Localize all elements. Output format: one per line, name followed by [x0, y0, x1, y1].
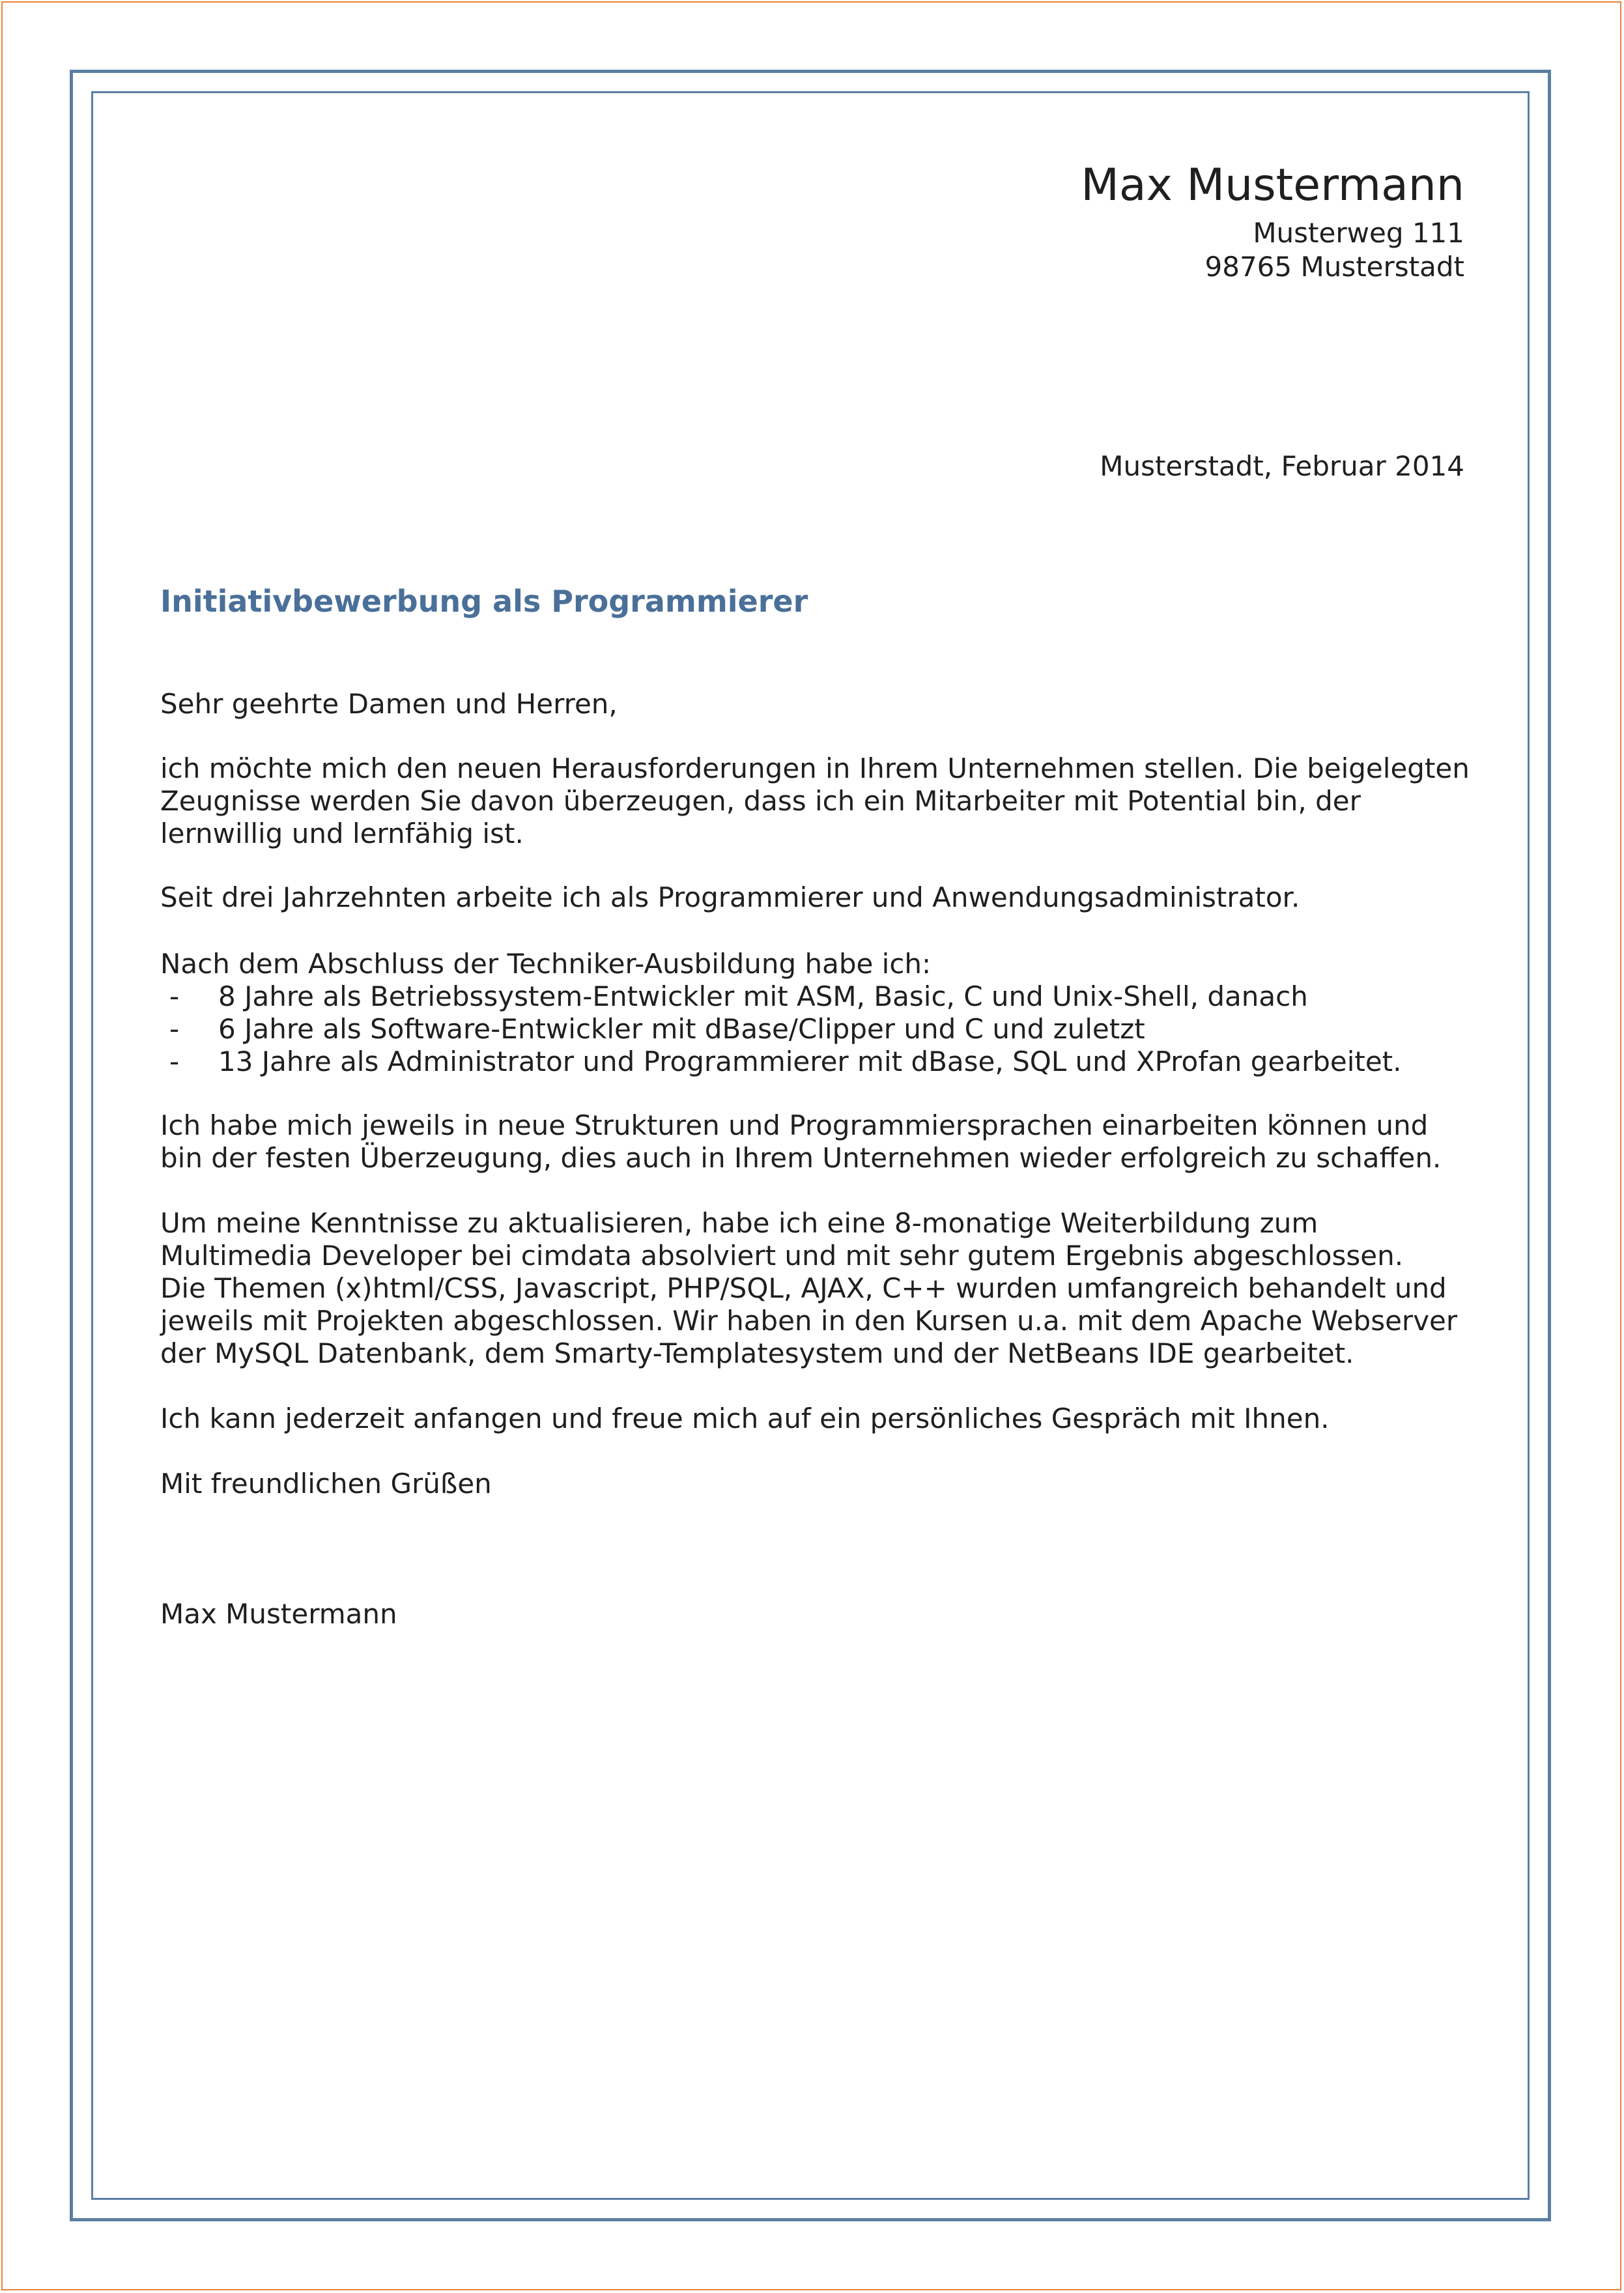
paragraph-availability: [160, 1403, 1476, 1435]
paragraph-line: Zeugnisse werden Sie davon überzeugen, dass ich ein Mitarbeiter mit Potential bin, der: [160, 785, 1361, 817]
paragraph-line: Seit drei Jahrzehnten arbeite ich als Programmierer und Anwendungsadministrator.: [160, 881, 1300, 913]
paragraph-training: [160, 1207, 1476, 1370]
paragraph-line: ich möchte mich den neuen Herausforderungen in Ihrem Unternehmen stellen. Die beigelegten: [160, 752, 1470, 784]
sender-name: Max Mustermann: [1081, 160, 1464, 211]
list-bullet: -: [169, 980, 180, 1012]
closing: [160, 1468, 1476, 1500]
salutation: [160, 688, 1476, 720]
paragraph-line: Ich kann jederzeit anfangen und freue mich auf ein persönliches Gespräch mit Ihnen.: [160, 1403, 1330, 1434]
salutation-text: Sehr geehrte Damen und Herren,: [160, 688, 618, 720]
letter-date: Musterstadt, Februar 2014: [1100, 450, 1464, 482]
paragraph-line: jeweils mit Projekten abgeschlossen. Wir haben in den Kursen u.a. mit dem Apache Webserver: [160, 1305, 1458, 1337]
closing-text: Mit freundlichen Grüßen: [160, 1468, 492, 1500]
paragraph-line: lernwillig und lernfähig ist.: [160, 818, 524, 849]
paragraph-line: Ich habe mich jeweils in neue Strukturen und Programmiersprachen einarbeiten können und: [160, 1109, 1429, 1141]
paragraph-line: Um meine Kenntnisse zu aktualisieren, habe ich eine 8-monatige Weiterbildung zum: [160, 1207, 1318, 1239]
signature: [160, 1598, 1476, 1631]
paragraph-line: Nach dem Abschluss der Techniker-Ausbildung habe ich:: [160, 948, 932, 980]
paragraph-line: Multimedia Developer bei cimdata absolviert und mit sehr gutem Ergebnis abgeschlossen.: [160, 1240, 1404, 1272]
letter-subject: Initiativbewerbung als Programmierer: [160, 584, 808, 619]
sender-block: [1081, 155, 1464, 284]
paragraph-line: der MySQL Datenbank, dem Smarty-Templatesystem und der NetBeans IDE gearbeitet.: [160, 1337, 1354, 1369]
paragraph-line: Die Themen (x)html/CSS, Javascript, PHP/SQL, AJAX, C++ wurden umfangreich behandelt und: [160, 1272, 1447, 1304]
sender-street: Musterweg 111: [1253, 217, 1464, 249]
list-item: [160, 1013, 1476, 1046]
list-bullet: -: [169, 1046, 180, 1077]
sender-city: 98765 Musterstadt: [1204, 251, 1464, 283]
paragraph-education: [160, 948, 1476, 1078]
paragraph-line: bin der festen Überzeugung, dies auch in Ihrem Unternehmen wieder erfolgreich zu schaffen.: [160, 1142, 1442, 1174]
paragraph-experience-summary: [160, 881, 1476, 914]
list-item: [160, 1046, 1476, 1078]
list-item: [160, 980, 1476, 1013]
signature-name: Max Mustermann: [160, 1598, 397, 1630]
list-item-text: 13 Jahre als Administrator und Programmierer mit dBase, SQL und XProfan gearbeitet.: [218, 1046, 1402, 1077]
list-bullet: -: [169, 1013, 180, 1045]
list-item-text: 6 Jahre als Software-Entwickler mit dBase/Clipper und C und zuletzt: [218, 1013, 1145, 1045]
list-item-text: 8 Jahre als Betriebssystem-Entwickler mit ASM, Basic, C und Unix-Shell, danach: [218, 980, 1308, 1012]
paragraph-adaptability: [160, 1109, 1476, 1175]
paragraph-intro: [160, 752, 1476, 850]
